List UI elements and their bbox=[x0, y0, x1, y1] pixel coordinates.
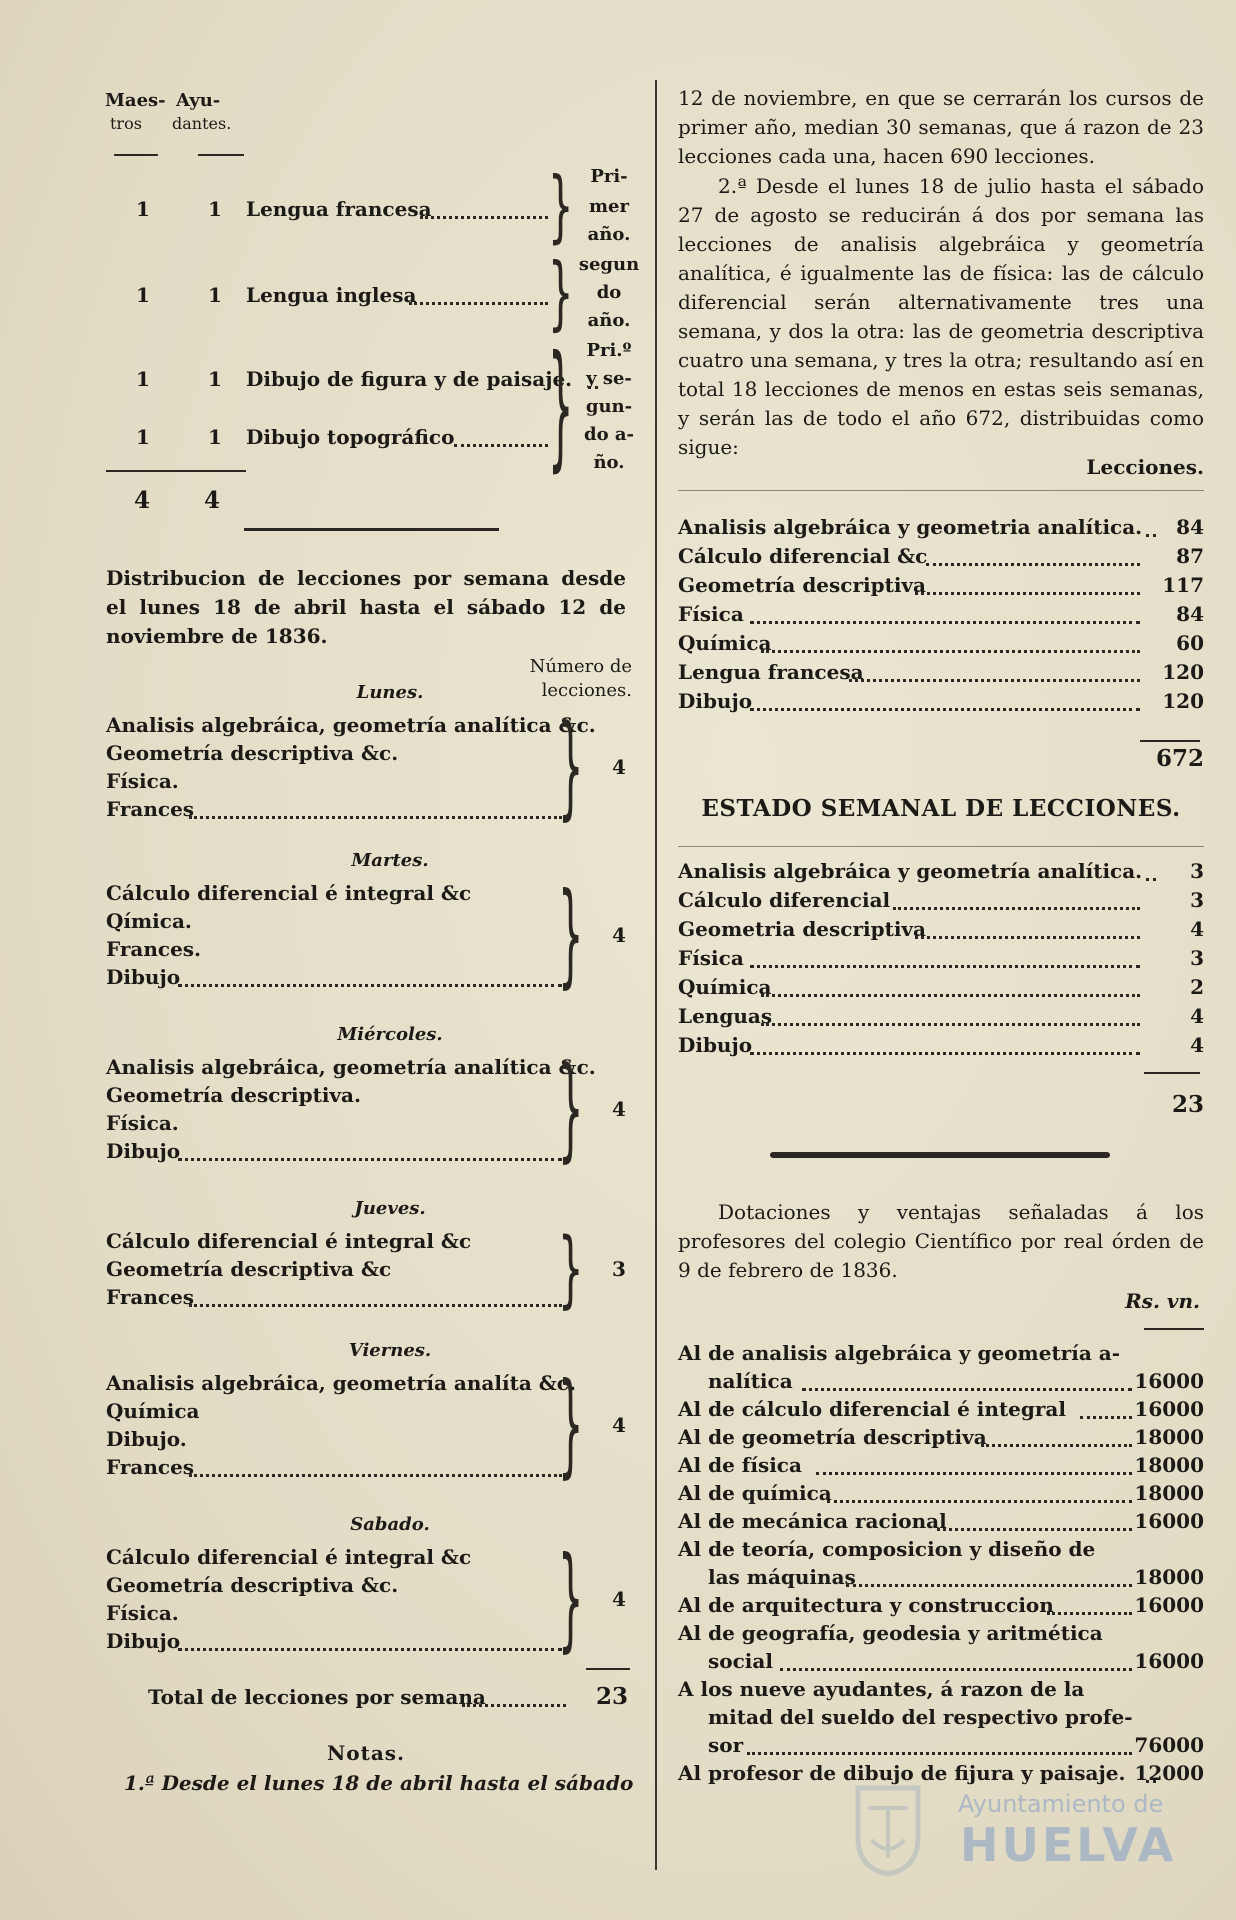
language-ayudantes-count: 1 bbox=[208, 367, 222, 391]
annual-value: 60 bbox=[1176, 631, 1204, 655]
head-rule-2 bbox=[198, 154, 244, 156]
day-subject: Física. bbox=[106, 1601, 179, 1625]
salary-value: 18000 bbox=[1134, 1453, 1204, 1477]
city-shield-logo bbox=[848, 1778, 928, 1878]
annual-leader-dots bbox=[750, 621, 1140, 624]
salary-value: 12000 bbox=[1134, 1761, 1204, 1785]
watermark-line-2: HUELVA bbox=[960, 1818, 1177, 1872]
weekly-end-rule bbox=[770, 1152, 1110, 1158]
annual-subject: Lengua francesa bbox=[678, 660, 864, 684]
annual-value: 117 bbox=[1162, 573, 1204, 597]
salary-line: social bbox=[708, 1649, 773, 1673]
salary-value: 16000 bbox=[1134, 1509, 1204, 1533]
language-name: Lengua inglesa bbox=[246, 283, 417, 307]
salary-line: Al de geografía, geodesia y aritmética bbox=[678, 1621, 1103, 1645]
year-note: mer bbox=[589, 196, 629, 217]
weekly-value: 3 bbox=[1190, 859, 1204, 883]
language-ayudantes-count: 1 bbox=[208, 283, 222, 307]
salary-line: A los nueve ayudantes, á razon de la bbox=[678, 1677, 1085, 1701]
annual-total: 672 bbox=[1155, 745, 1204, 772]
year-note: Pri.º bbox=[586, 340, 632, 361]
weekly-leader-dots bbox=[761, 1023, 1140, 1026]
year-note: ño. bbox=[593, 452, 625, 473]
brace-dibujo: } bbox=[548, 329, 574, 487]
weekly-value: 4 bbox=[1190, 1004, 1204, 1028]
weekly-value: 4 bbox=[1190, 1033, 1204, 1057]
annual-subject: Analisis algebráica y geometria analítica. bbox=[678, 515, 1143, 539]
annual-subject: Física bbox=[678, 602, 744, 626]
salary-line: Al de teoría, composicion y diseño de bbox=[678, 1537, 1096, 1561]
annual-value: 87 bbox=[1176, 544, 1204, 568]
day-subject: Cálculo diferencial é integral &c bbox=[106, 1545, 472, 1569]
column-divider bbox=[655, 80, 657, 1870]
annual-subject: Cálculo diferencial &c bbox=[678, 544, 928, 568]
weekly-leader-dots bbox=[750, 965, 1140, 968]
year-note: y se- bbox=[586, 368, 632, 389]
weekly-sum-rule bbox=[1144, 1072, 1200, 1074]
weekly-subject: Química bbox=[678, 975, 772, 999]
day-lesson-count: 4 bbox=[612, 1587, 626, 1611]
year-note: do bbox=[596, 282, 622, 303]
annual-sum-rule bbox=[1140, 740, 1200, 742]
salary-line: Al de analisis algebráica y geometría a- bbox=[678, 1341, 1121, 1365]
salary-unit-rule bbox=[1144, 1328, 1204, 1330]
day-lesson-count: 4 bbox=[612, 1097, 626, 1121]
salary-value: 16000 bbox=[1134, 1369, 1204, 1393]
day-brace: } bbox=[558, 1045, 584, 1175]
annual-value: 120 bbox=[1162, 660, 1204, 684]
annual-leader-dots bbox=[926, 563, 1140, 566]
lecciones-head: Lecciones. bbox=[1086, 455, 1204, 479]
day-lesson-count: 4 bbox=[612, 923, 626, 947]
year-note: do a- bbox=[584, 424, 634, 445]
salary-line: sor bbox=[708, 1733, 744, 1757]
year-note: Pri- bbox=[590, 166, 628, 187]
day-brace: } bbox=[558, 1361, 584, 1491]
language-name: Dibujo topográfico bbox=[246, 425, 455, 449]
day-brace: } bbox=[558, 1535, 584, 1665]
notes-paragraph-2: 2.ª Desde el lunes 18 de julio hasta el sábado 27 de agosto se reducirán á dos por semana las lecciones de analisis algebráica y geometría analítica, é igualmente las de física: las de cálculo diferencial serán alternativamente tres una semana, y dos la otra: las de geometria descriptiva cuatro una semana, y tres la otra; resultando así en total 18 lecciones de menos en estas seis semanas, y serán las de todo el año 672, distribuidas como sigue: bbox=[678, 174, 1204, 459]
day-brace: } bbox=[558, 871, 584, 1001]
annual-subject: Dibujo bbox=[678, 689, 753, 713]
day-name: Lunes. bbox=[356, 682, 424, 703]
salary-value: 18000 bbox=[1134, 1481, 1204, 1505]
day-subject: Física. bbox=[106, 769, 179, 793]
day-subject: Química bbox=[106, 1399, 200, 1423]
salary-unit: Rs. vn. bbox=[1125, 1289, 1200, 1313]
day-leader-dots bbox=[178, 1158, 562, 1161]
language-maestros-count: 1 bbox=[136, 283, 150, 307]
annual-leader-dots bbox=[849, 679, 1140, 682]
weekly-top-rule bbox=[678, 846, 1204, 847]
language-name: Dibujo de figura y de paisaje. bbox=[246, 367, 573, 391]
day-subject: Física. bbox=[106, 1111, 179, 1135]
salary-intro: Dotaciones y ventajas señaladas á los profesores del colegio Científico por real órden de 9 de febrero de 1836. bbox=[678, 1200, 1204, 1282]
annual-value: 84 bbox=[1176, 602, 1204, 626]
annual-top-rule bbox=[678, 490, 1204, 491]
salary-line: Al de física bbox=[678, 1453, 802, 1477]
day-subject: Cálculo diferencial é integral &c bbox=[106, 1229, 472, 1253]
language-ayudantes-count: 1 bbox=[208, 425, 222, 449]
weekly-value: 4 bbox=[1190, 917, 1204, 941]
day-brace: } bbox=[558, 703, 584, 833]
salary-leader-dots bbox=[802, 1388, 1132, 1391]
day-leader-dots bbox=[189, 1304, 562, 1307]
col-head-ayudantes-2: dantes. bbox=[172, 114, 232, 133]
weekly-subject: Lenguas bbox=[678, 1004, 773, 1028]
salary-line: mitad del sueldo del respectivo profe- bbox=[708, 1705, 1133, 1729]
year-note: año. bbox=[587, 224, 631, 245]
day-leader-dots bbox=[178, 1648, 562, 1651]
day-subject: Dibujo. bbox=[106, 1427, 187, 1451]
salary-line: Al profesor de dibujo de fijura y paisaje. bbox=[678, 1761, 1126, 1785]
brace-primer-ano: } bbox=[548, 162, 574, 252]
year-note: gun- bbox=[585, 396, 633, 417]
day-subject: Frances bbox=[106, 1285, 195, 1309]
salary-line: Al de geometría descriptiva bbox=[678, 1425, 987, 1449]
salary-leader-dots bbox=[816, 1472, 1132, 1475]
day-brace: } bbox=[558, 1221, 584, 1319]
weekly-leader-dots bbox=[761, 994, 1140, 997]
day-subject: Frances. bbox=[106, 937, 202, 961]
language-leader-dots bbox=[409, 302, 548, 305]
notes-title: Notas. bbox=[326, 1741, 406, 1765]
day-lesson-count: 4 bbox=[612, 755, 626, 779]
num-head-1: Número de bbox=[529, 656, 632, 677]
day-subject: Qímica. bbox=[106, 909, 192, 933]
weekly-value: 3 bbox=[1190, 946, 1204, 970]
language-maestros-count: 1 bbox=[136, 425, 150, 449]
total-label: Total de lecciones por semana bbox=[148, 1685, 486, 1709]
annual-subject: Geometría descriptiva bbox=[678, 573, 927, 597]
salary-line: Al de arquitectura y construccion bbox=[678, 1593, 1054, 1617]
salary-leader-dots bbox=[747, 1752, 1132, 1755]
total-value: 23 bbox=[596, 1683, 629, 1710]
salary-value: 16000 bbox=[1134, 1593, 1204, 1617]
day-subject: Dibujo bbox=[106, 965, 181, 989]
weekly-leader-dots bbox=[915, 936, 1140, 939]
year-note: año. bbox=[587, 310, 631, 331]
day-name: Viernes. bbox=[348, 1340, 432, 1361]
sum-ayudantes: 4 bbox=[204, 487, 221, 514]
day-subject: Geometría descriptiva &c bbox=[106, 1257, 392, 1281]
language-name: Lengua francesa bbox=[246, 197, 432, 221]
weekly-subject: Geometria descriptiva bbox=[678, 917, 927, 941]
salary-line: Al de química bbox=[678, 1481, 832, 1505]
section-rule bbox=[244, 528, 499, 531]
salary-value: 16000 bbox=[1134, 1397, 1204, 1421]
weekly-leader-dots bbox=[893, 907, 1140, 910]
salary-line: Al de cálculo diferencial é integral bbox=[678, 1397, 1066, 1421]
col-head-ayudantes: Ayu- bbox=[176, 90, 221, 111]
weekly-subject: Cálculo diferencial bbox=[678, 888, 891, 912]
day-leader-dots bbox=[189, 816, 562, 819]
weekly-subject: Física bbox=[678, 946, 744, 970]
day-subject: Frances bbox=[106, 1455, 195, 1479]
distribution-title: Distribucion de lecciones por semana desde el lunes 18 de abril hasta el sábado 12 de noviembre de 1836. bbox=[106, 566, 626, 648]
day-lesson-count: 3 bbox=[612, 1257, 626, 1281]
salary-value: 16000 bbox=[1134, 1649, 1204, 1673]
language-leader-dots bbox=[420, 216, 548, 219]
language-maestros-count: 1 bbox=[136, 197, 150, 221]
sum-rule bbox=[106, 470, 246, 472]
brace-segundo-ano: } bbox=[548, 248, 574, 340]
total-rule bbox=[586, 1668, 630, 1670]
day-name: Jueves. bbox=[354, 1198, 426, 1219]
salary-line: Al de mecánica racional bbox=[678, 1509, 947, 1533]
day-name: Sabado. bbox=[350, 1514, 430, 1535]
day-name: Miércoles. bbox=[337, 1024, 443, 1045]
annual-subject: Química bbox=[678, 631, 772, 655]
sum-maestros: 4 bbox=[134, 487, 151, 514]
salary-value: 18000 bbox=[1134, 1425, 1204, 1449]
year-note: segun bbox=[578, 254, 640, 275]
day-name: Martes. bbox=[351, 850, 429, 871]
weekly-leader-dots bbox=[750, 1052, 1140, 1055]
day-subject: Cálculo diferencial é integral &c bbox=[106, 881, 472, 905]
weekly-value: 2 bbox=[1190, 975, 1204, 999]
col-head-maestros: Maes- bbox=[105, 90, 166, 111]
total-dots bbox=[462, 1704, 566, 1707]
weekly-subject: Analisis algebráica y geometría analítica. bbox=[678, 859, 1143, 883]
salary-leader-dots bbox=[937, 1528, 1132, 1531]
weekly-value: 3 bbox=[1190, 888, 1204, 912]
weekly-title: ESTADO SEMANAL DE LECCIONES. bbox=[701, 795, 1181, 822]
note-first: 1.ª Desde el lunes 18 de abril hasta el sábado bbox=[124, 1771, 634, 1795]
annual-leader-dots bbox=[915, 592, 1140, 595]
day-leader-dots bbox=[178, 984, 562, 987]
salary-line: nalítica bbox=[708, 1369, 793, 1393]
notes-paragraph-1: 12 de noviembre, en que se cerrarán los cursos de primer año, median 30 semanas, que á razon de 23 lecciones cada una, hacen 690 lecciones. bbox=[678, 86, 1204, 168]
salary-value: 18000 bbox=[1134, 1565, 1204, 1589]
annual-value: 120 bbox=[1162, 689, 1204, 713]
salary-leader-dots bbox=[846, 1584, 1132, 1587]
salary-value: 76000 bbox=[1134, 1733, 1204, 1757]
salary-leader-dots bbox=[827, 1500, 1132, 1503]
language-leader-dots bbox=[454, 444, 548, 447]
weekly-subject: Dibujo bbox=[678, 1033, 753, 1057]
annual-value: 84 bbox=[1176, 515, 1204, 539]
num-head-2: lecciones. bbox=[541, 680, 632, 701]
salary-leader-dots bbox=[780, 1668, 1132, 1671]
salary-line: las máquinas bbox=[708, 1565, 856, 1589]
day-subject: Frances bbox=[106, 797, 195, 821]
day-subject: Geometría descriptiva. bbox=[106, 1083, 361, 1107]
col-head-maestros-2: tros bbox=[110, 114, 142, 133]
day-subject: Dibujo bbox=[106, 1629, 181, 1653]
head-rule-1 bbox=[114, 154, 158, 156]
language-maestros-count: 1 bbox=[136, 367, 150, 391]
watermark-line-1: Ayuntamiento de bbox=[958, 1790, 1164, 1818]
weekly-total: 23 bbox=[1171, 1091, 1204, 1118]
day-subject: Dibujo bbox=[106, 1139, 181, 1163]
annual-leader-dots bbox=[750, 708, 1140, 711]
day-subject: Analisis algebráica, geometría analítica &c. bbox=[106, 1055, 596, 1079]
day-leader-dots bbox=[189, 1474, 562, 1477]
day-subject: Geometría descriptiva &c. bbox=[106, 1573, 399, 1597]
day-lesson-count: 4 bbox=[612, 1413, 626, 1437]
day-subject: Analisis algebráica, geometría analíta &c. bbox=[106, 1371, 576, 1395]
annual-leader-dots bbox=[761, 650, 1140, 653]
language-ayudantes-count: 1 bbox=[208, 197, 222, 221]
day-subject: Geometría descriptiva &c. bbox=[106, 741, 399, 765]
day-subject: Analisis algebráica, geometría analítica &c. bbox=[106, 713, 596, 737]
